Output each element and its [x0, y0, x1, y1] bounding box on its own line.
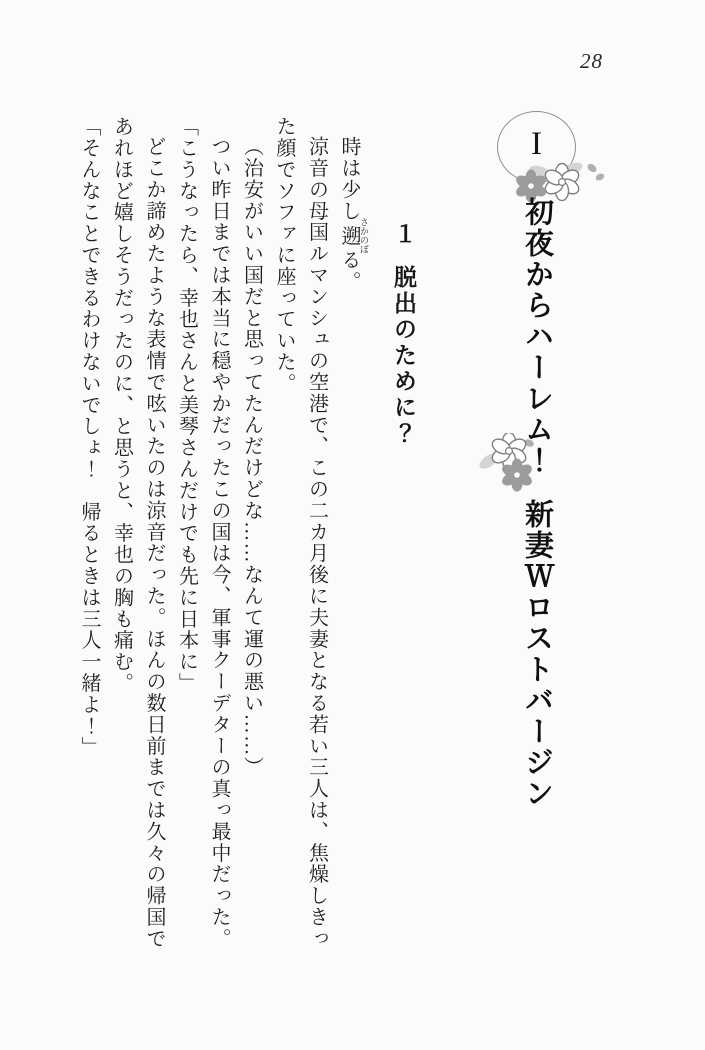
page-number: 28: [580, 49, 603, 73]
section-number: １: [391, 222, 416, 248]
furigana-annotation: 遡 さかのぼ: [338, 217, 369, 254]
body-paragraph: 時は少し遡 さかのぼる。: [338, 136, 369, 293]
chapter-title-main: 初夜からハーレム！: [521, 197, 553, 476]
chapter-title-sub: 新妻Ｗロストバージン: [521, 499, 553, 810]
section-title: 脱出のために？: [391, 264, 416, 447]
body-paragraph: （治安がいい国だと思ってたんだけどな……なんて運の悪い……）: [240, 136, 263, 778]
chapter-title: [514, 197, 560, 810]
body-paragraph: どこか諦めたような表情で呟いたのは涼音だった。ほんの数日前までは久々の帰国であれほど嬉しそうだったのに、と思うと、幸也の胸も痛む。: [110, 116, 165, 950]
section-heading: [387, 222, 419, 462]
body-paragraph: 「こうなったら、幸也さんと美琴さんだけでも先に日本に」: [175, 116, 198, 694]
body-text: [55, 116, 369, 950]
body-paragraph: 涼音の母国ルマンシュの空港で、この二カ月後に夫妻となる若い三人は、焦燥しきった顔でソファに座っていた。: [273, 116, 328, 950]
body-paragraph: つい昨日までは本当に穏やかだったこの国は今、軍事クーデターの真っ最中だった。: [208, 136, 230, 950]
chapter-numeral: I: [531, 125, 542, 162]
body-paragraph: 「そんなことできるわけないでしょ！ 帰るときは三人一緒よ！」: [78, 116, 100, 758]
